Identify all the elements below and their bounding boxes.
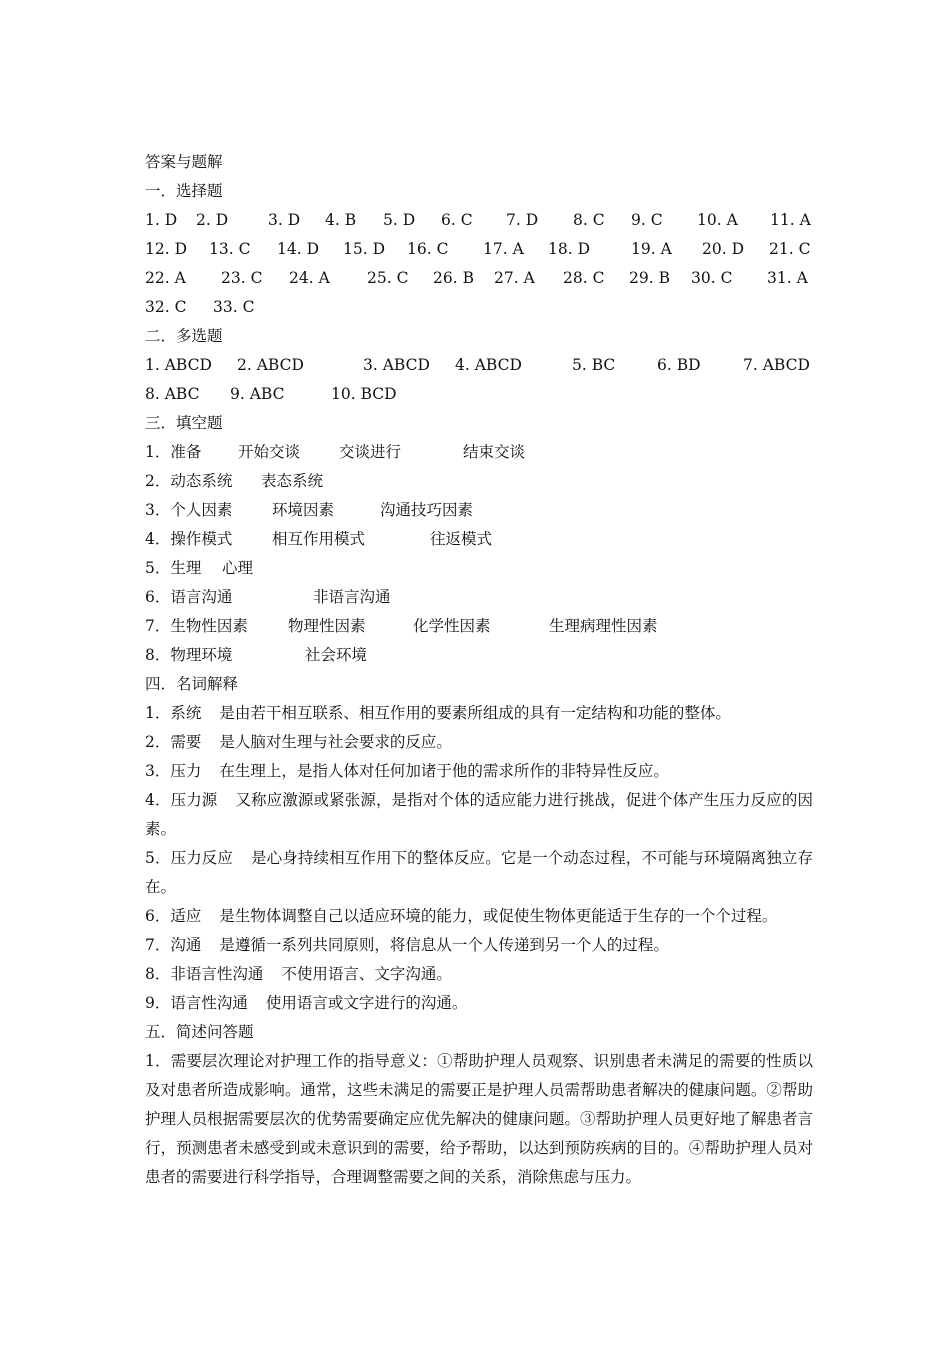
answer-item: 2. D bbox=[196, 211, 229, 229]
answer-row bbox=[145, 235, 813, 264]
definition-term: 2．需要 bbox=[145, 733, 202, 751]
answer-item: 33. C bbox=[213, 298, 255, 316]
answer-item: 23. C bbox=[221, 269, 263, 287]
answer-item: 表态系统 bbox=[261, 472, 324, 490]
answer-item: 19. A bbox=[631, 240, 672, 258]
definition-term: 6．适应 bbox=[145, 907, 202, 925]
answer-item: 9. ABC bbox=[230, 385, 285, 403]
answer-row bbox=[145, 641, 813, 670]
answer-item: 6．语言沟通 bbox=[145, 588, 233, 606]
answer-item: 31. A bbox=[767, 269, 808, 287]
answer-item: 4. B bbox=[325, 211, 357, 229]
answer-item: 1. ABCD bbox=[145, 356, 212, 374]
answer-item: 30. C bbox=[691, 269, 733, 287]
definition-term: 9．语言性沟通 bbox=[145, 994, 248, 1012]
answer-item: 往返模式 bbox=[430, 530, 493, 548]
document-title: 答案与题解 bbox=[145, 153, 223, 171]
definition-text: 是由若干相互联系、相互作用的要素所组成的具有一定结构和功能的整体。 bbox=[219, 704, 731, 722]
answer-item: 相互作用模式 bbox=[272, 530, 366, 548]
short-answer-paragraph: 1．需要层次理论对护理工作的指导意义：①帮助护理人员观察、识别患者未满足的需要的性质以及对患者所造成影响。通常，这些未满足的需要正是护理人员需帮助患者解决的健康问题。②帮助护理人员根据需要层次的优势需要确定应优先解决的健康问题。③帮助护理人员更好地了解患者言行，预测患者未感受到或未意识到的需要，给予帮助，以达到预防疾病的目的。④帮助护理人员对患者的需要进行科学指导，合理调整需要之间的关系，消除焦虑与压力。 bbox=[145, 1052, 813, 1186]
answer-item: 22. A bbox=[145, 269, 186, 287]
definition-term: 7．沟通 bbox=[145, 936, 202, 954]
answer-item: 10. A bbox=[697, 211, 738, 229]
answer-item: 10. BCD bbox=[331, 385, 397, 403]
definition-text: 在生理上，是指人体对任何加诸于他的需求所作的非特异性反应。 bbox=[219, 762, 669, 780]
answer-item: 5. BC bbox=[572, 356, 616, 374]
answer-item: 生理病理性因素 bbox=[549, 617, 658, 635]
definition-term: 1．系统 bbox=[145, 704, 202, 722]
definition-item bbox=[145, 699, 813, 728]
answer-item: 17. A bbox=[483, 240, 524, 258]
answer-item: 3. D bbox=[268, 211, 301, 229]
answer-item: 8. ABC bbox=[145, 385, 200, 403]
answer-item: 11. A bbox=[770, 211, 811, 229]
definition-text: 是心身持续相互作用下的整体反应。它是一个动态过程，不可能与环境隔离独立存在。 bbox=[145, 849, 813, 896]
answer-item: 社会环境 bbox=[305, 646, 368, 664]
section-heading-definitions: 四．名词解释 bbox=[145, 675, 239, 693]
section-heading-multiple-choice: 二．多选题 bbox=[145, 327, 223, 345]
answer-item: 5．生理 bbox=[145, 559, 202, 577]
answer-row bbox=[145, 293, 813, 322]
answer-item: 28. C bbox=[563, 269, 605, 287]
answer-item: 29. B bbox=[629, 269, 670, 287]
answer-row bbox=[145, 612, 813, 641]
answer-item: 6. BD bbox=[657, 356, 701, 374]
answer-item: 5. D bbox=[383, 211, 416, 229]
answer-row bbox=[145, 467, 813, 496]
definition-item bbox=[145, 844, 813, 902]
answer-row bbox=[145, 206, 813, 235]
answer-item: 非语言沟通 bbox=[313, 588, 391, 606]
answer-item: 21. C bbox=[769, 240, 811, 258]
answer-item: 18. D bbox=[548, 240, 591, 258]
definition-text: 是人脑对生理与社会要求的反应。 bbox=[219, 733, 452, 751]
answer-item: 4. ABCD bbox=[455, 356, 522, 374]
answer-row bbox=[145, 583, 813, 612]
answer-item: 9. C bbox=[631, 211, 663, 229]
definition-item bbox=[145, 931, 813, 960]
answer-item: 1. D bbox=[145, 211, 178, 229]
answer-item: 心理 bbox=[222, 559, 254, 577]
answer-item: 4．操作模式 bbox=[145, 530, 233, 548]
definition-term: 4．压力源 bbox=[145, 791, 218, 809]
answer-item: 沟通技巧因素 bbox=[380, 501, 474, 519]
definition-item bbox=[145, 728, 813, 757]
answer-row bbox=[145, 554, 813, 583]
answer-item: 7. ABCD bbox=[743, 356, 810, 374]
definition-text: 是遵循一系列共同原则，将信息从一个人传递到另一个人的过程。 bbox=[219, 936, 669, 954]
answer-item: 2．动态系统 bbox=[145, 472, 233, 490]
answer-item: 1．准备 bbox=[145, 443, 202, 461]
answer-item: 3．个人因素 bbox=[145, 501, 233, 519]
answer-item: 13. C bbox=[209, 240, 251, 258]
answer-item: 32. C bbox=[145, 298, 187, 316]
answer-document bbox=[145, 148, 813, 1192]
answer-item: 26. B bbox=[433, 269, 474, 287]
section-heading-choice: 一．选择题 bbox=[145, 182, 223, 200]
answer-item: 结束交谈 bbox=[463, 443, 526, 461]
definition-term: 8．非语言性沟通 bbox=[145, 965, 264, 983]
answer-item: 20. D bbox=[702, 240, 745, 258]
answer-row bbox=[145, 380, 813, 409]
answer-item: 物理性因素 bbox=[288, 617, 366, 635]
answer-item: 开始交谈 bbox=[238, 443, 301, 461]
answer-item: 7. D bbox=[506, 211, 539, 229]
answer-item: 15. D bbox=[343, 240, 386, 258]
answer-item: 化学性因素 bbox=[413, 617, 491, 635]
definition-item bbox=[145, 757, 813, 786]
definition-item bbox=[145, 960, 813, 989]
definition-text: 是生物体调整自己以适应环境的能力，或促使生物体更能适于生存的一个个过程。 bbox=[219, 907, 778, 925]
answer-item: 2. ABCD bbox=[237, 356, 304, 374]
answer-item: 环境因素 bbox=[272, 501, 335, 519]
answer-row bbox=[145, 496, 813, 525]
answer-item: 7．生物性因素 bbox=[145, 617, 248, 635]
answer-item: 3. ABCD bbox=[363, 356, 430, 374]
definition-item bbox=[145, 786, 813, 844]
answer-item: 27. A bbox=[494, 269, 535, 287]
answer-item: 8．物理环境 bbox=[145, 646, 233, 664]
answer-row bbox=[145, 525, 813, 554]
definition-text: 不使用语言、文字沟通。 bbox=[281, 965, 452, 983]
definition-term: 5．压力反应 bbox=[145, 849, 234, 867]
answer-item: 14. D bbox=[277, 240, 320, 258]
definition-item bbox=[145, 989, 813, 1018]
answer-item: 16. C bbox=[407, 240, 449, 258]
answer-item: 8. C bbox=[573, 211, 605, 229]
answer-row bbox=[145, 264, 813, 293]
definition-text: 又称应激源或紧张源，是指对个体的适应能力进行挑战，促进个体产生压力反应的因素。 bbox=[145, 791, 813, 838]
definition-text: 使用语言或文字进行的沟通。 bbox=[265, 994, 468, 1012]
answer-item: 交谈进行 bbox=[339, 443, 402, 461]
section-heading-short-answer: 五．简述问答题 bbox=[145, 1023, 254, 1041]
answer-row bbox=[145, 351, 813, 380]
answer-item: 6. C bbox=[441, 211, 473, 229]
section-heading-fill-blank: 三．填空题 bbox=[145, 414, 223, 432]
definition-item bbox=[145, 902, 813, 931]
definition-term: 3．压力 bbox=[145, 762, 202, 780]
answer-item: 25. C bbox=[367, 269, 409, 287]
answer-item: 24. A bbox=[289, 269, 330, 287]
answer-item: 12. D bbox=[145, 240, 188, 258]
answer-row bbox=[145, 438, 813, 467]
